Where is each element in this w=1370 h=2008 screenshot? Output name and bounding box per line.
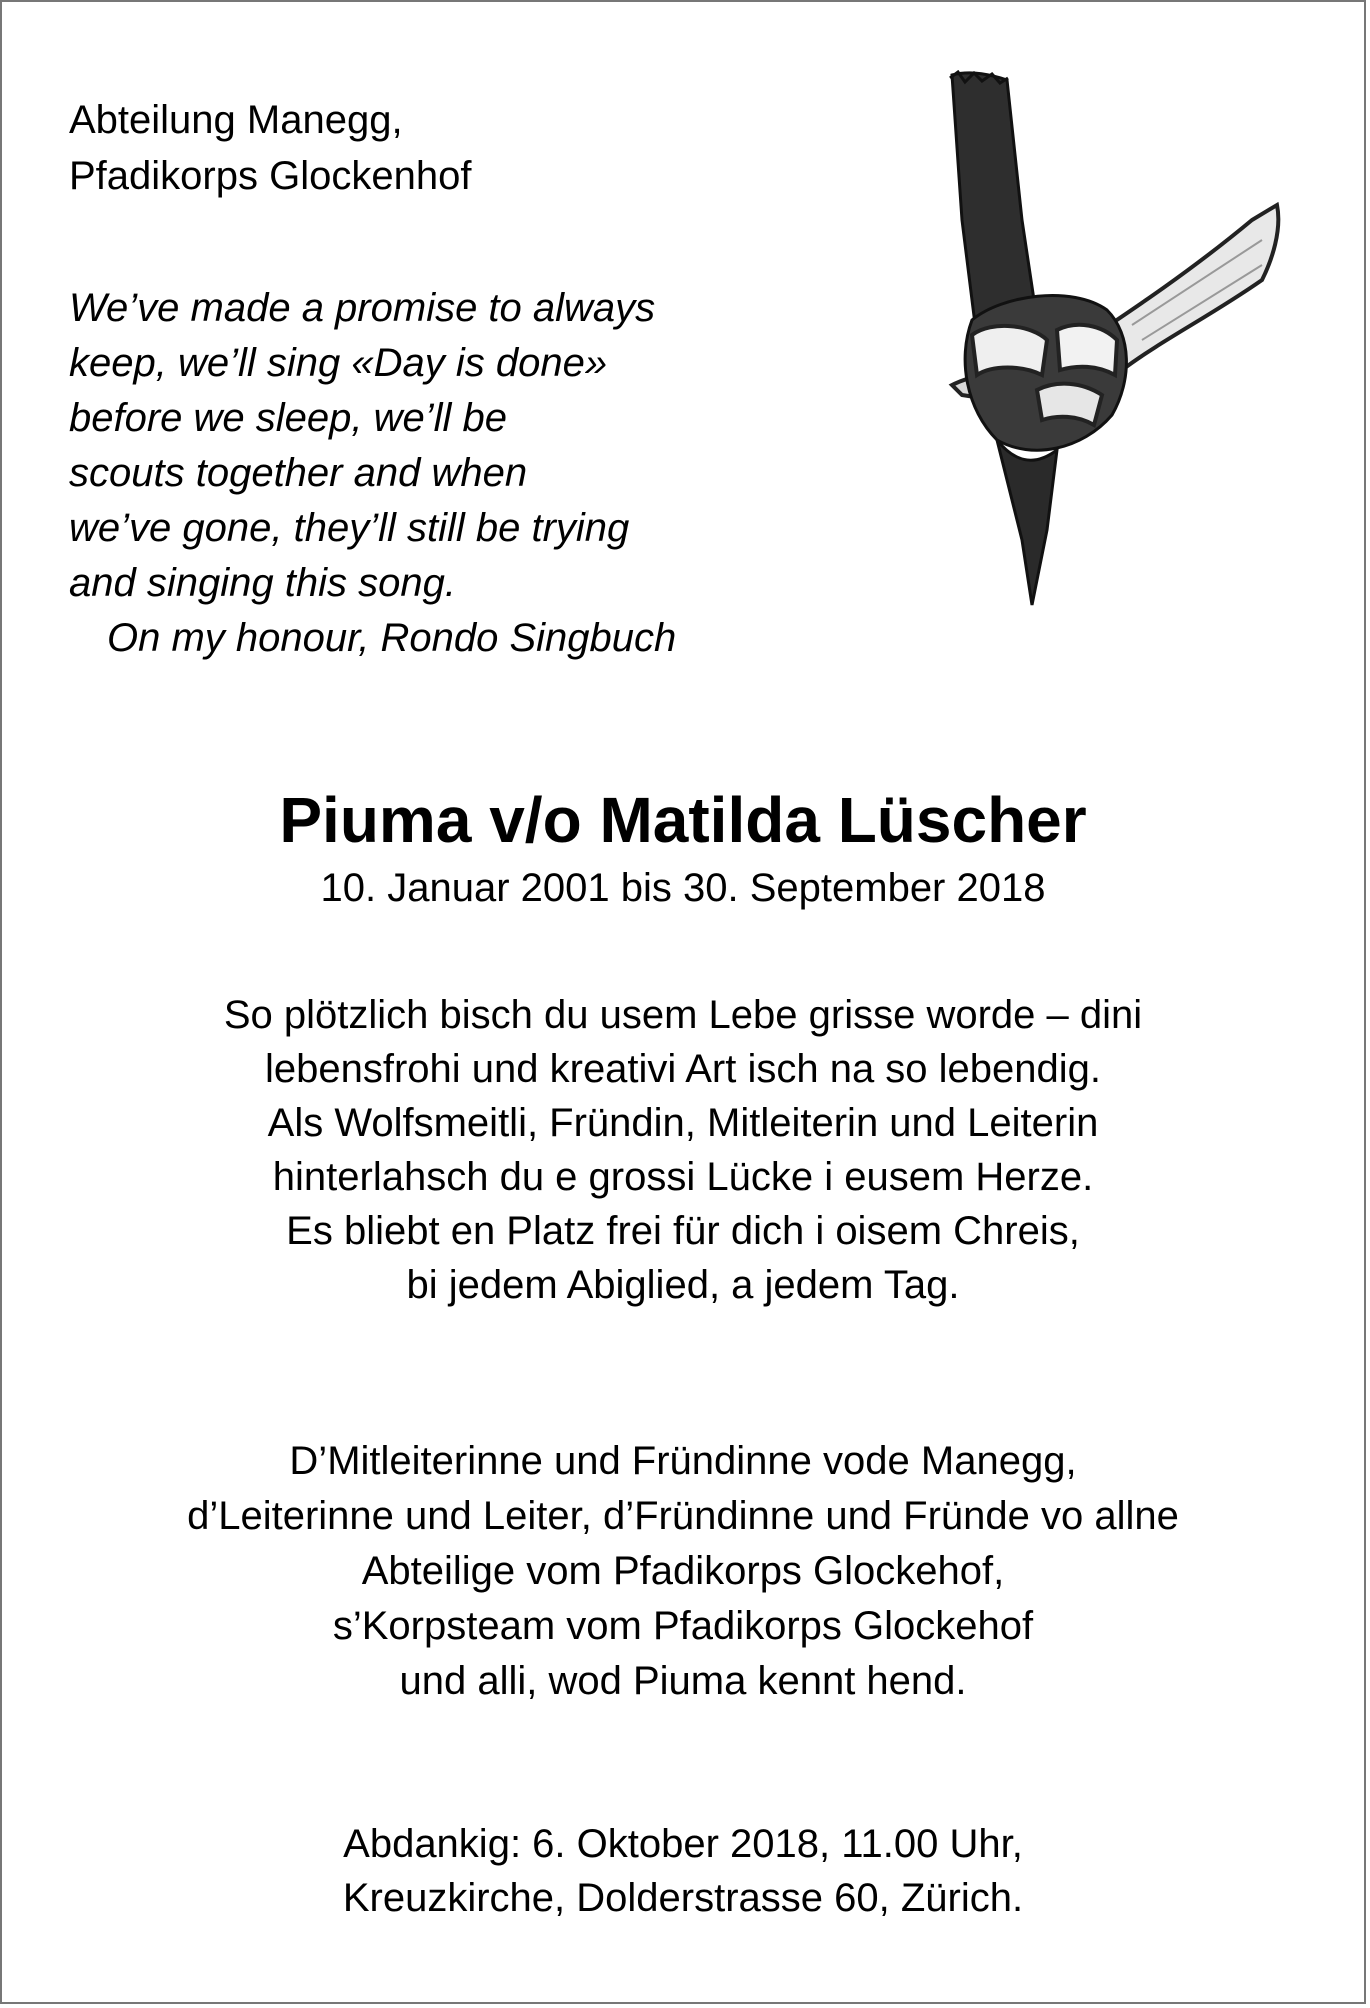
poem-line: scouts together and when (69, 451, 528, 495)
header-line: Pfadikorps Glockenhof (69, 154, 472, 198)
service-line: Abdankig: 6. Oktober 2018, 11.00 Uhr, (343, 1822, 1023, 1866)
message-line: Es bliebt en Platz frei für dich i oisem Chreis, (286, 1209, 1080, 1253)
poem-line: before we sleep, we’ll be (69, 396, 508, 440)
poem-line: We’ve made a promise to always (69, 286, 656, 330)
service-line: Kreuzkirche, Dolderstrasse 60, Zürich. (342, 1876, 1024, 1920)
organization-header (69, 92, 471, 204)
poem-attribution: On my honour, Rondo Singbuch (107, 616, 677, 660)
life-dates: 10. Januar 2001 bis 30. September 2018 (320, 866, 1046, 910)
header-line: Abteilung Manegg, (69, 98, 403, 142)
mourners-line: Abteilige vom Pfadikorps Glockehof, (361, 1549, 1005, 1593)
poem-line: and singing this song. (69, 561, 456, 605)
message-line: bi jedem Abiglied, a jedem Tag. (406, 1263, 960, 1307)
poem-line: keep, we’ll sing «Day is done» (69, 341, 608, 385)
poem-quote (69, 281, 676, 666)
mourners-list (2, 1434, 1364, 1709)
mourners-line: D’Mitleiterinne und Fründinne vode Manegg, (289, 1439, 1077, 1483)
message-line: hinterlahsch du e grossi Lücke i eusem Herze. (272, 1155, 1094, 1199)
message-line: lebensfrohi und kreativi Art isch na so lebendig. (264, 1047, 1102, 1091)
poem-line: we’ve gone, they’ll still be trying (69, 506, 630, 550)
mourners-line: und alli, wod Piuma kennt hend. (399, 1659, 967, 1703)
mourners-line: s’Korpsteam vom Pfadikorps Glockehof (332, 1604, 1034, 1648)
message-line: Als Wolfsmeitli, Fründin, Mitleiterin und Leiterin (267, 1101, 1099, 1145)
deceased-name: Piuma v/o Matilda Lüscher (279, 784, 1087, 856)
scout-knot-icon (832, 70, 1302, 620)
memorial-message (2, 988, 1364, 1312)
funeral-service-info (2, 1817, 1364, 1925)
message-line: So plötzlich bisch du usem Lebe grisse worde – dini (223, 993, 1143, 1037)
mourners-line: d’Leiterinne und Leiter, d’Fründinne und Fründe vo allne (187, 1494, 1179, 1538)
